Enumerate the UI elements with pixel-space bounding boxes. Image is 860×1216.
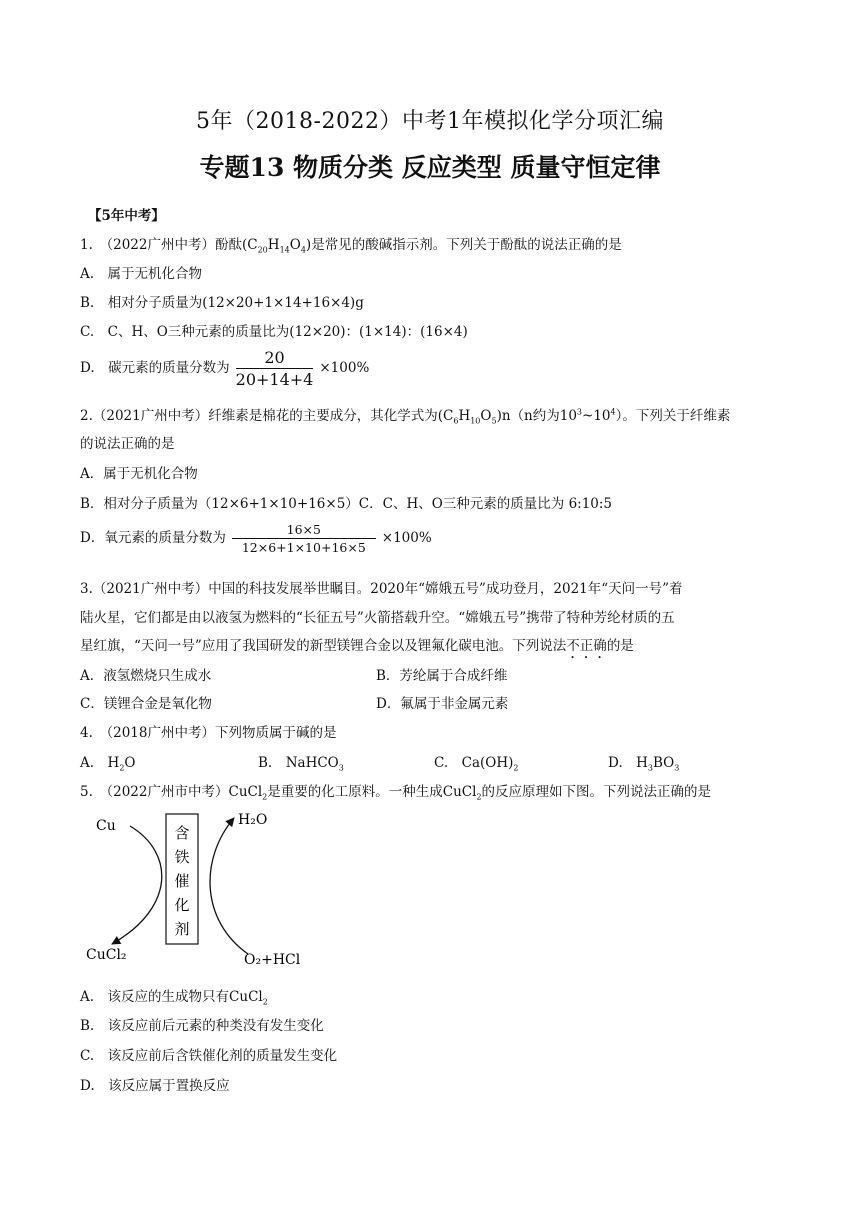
q1-option-a: A. 属于无机化合物: [80, 266, 203, 282]
emphasis-text: 不正确: [566, 638, 607, 654]
q3-stem-line3: 星红旗，“天问一号”应用了我国研发的新型镁锂合金以及锂氟化碳电池。下列说法不正确的是: [80, 638, 634, 654]
label-cucl2: CuCl₂: [86, 947, 127, 963]
q3-stem-line2: 陆火星，它们都是由以液氢为燃料的“长征五号”火箭搭载升空。“嫦娥五号”携带了特种芳纶材质的五: [80, 610, 675, 626]
label-o2-hcl: O₂+HCl: [244, 952, 301, 968]
arrow-o2hcl-to-h2o: [210, 818, 248, 954]
q4-option-c: C. $Ca(OH)_2$: [434, 755, 519, 773]
section-heading: 【5年中考】: [88, 208, 165, 224]
q1-stem: 1. （2022广州中考）酚酞$(C_{20}H_{14}O_4)$是常见的酸碱指示剂。下列关于酚酞的说法正确的是: [80, 237, 622, 255]
catalyst-char-5: 剂: [174, 920, 190, 938]
q4-option-b: B. NaHCO$_3$: [258, 755, 344, 773]
q1-option-c: C. C、H、O三种元素的质量比为(12×20)：(1×14)：(16×4): [80, 324, 468, 340]
q1-option-b: B. 相对分子质量为(12×20+1×14+16×4)g: [80, 295, 364, 311]
arrow-cu-to-cucl2: [112, 826, 162, 944]
q3-option-d: D．氟属于非金属元素: [376, 696, 509, 712]
q2-option-a: A．属于无机化合物: [80, 466, 198, 482]
catalyst-char-4: 化: [174, 896, 190, 914]
catalyst-char-3: 催: [174, 872, 190, 890]
label-h2o: H₂O: [238, 812, 268, 828]
reaction-diagram: [80, 808, 320, 973]
catalyst-char-2: 铁: [174, 848, 190, 866]
q5-option-a: A. 该反应的生成物只有CuCl$_2$: [80, 989, 268, 1007]
topic-title: 专题13 物质分类 反应类型 质量守恒定律: [199, 153, 661, 182]
catalyst-char-1: 含: [174, 824, 190, 842]
q2-stem-line2: 的说法正确的是: [80, 436, 175, 452]
q4-option-d: D. $H_3BO_3$: [608, 755, 680, 773]
q2-stem-line1: 2.（2021广州中考）纤维素是棉花的主要成分，其化学式为$(C_6H_{10}O_5)n(n$约为$10^3\sim 10^4$）。下列关于纤维素: [80, 407, 731, 426]
q2-fraction: $\frac{16\times 5}{12\times 6+1\times 10+16\times 5}$: [232, 522, 376, 555]
q5-option-d: D. 该反应属于置换反应: [80, 1078, 230, 1094]
q3-option-c: C．镁锂合金是氧化物: [80, 696, 212, 712]
q1-option-d: D. 碳元素的质量分数为 $\frac{20}{20+14+4}$ ×100%: [80, 348, 370, 389]
label-cu: Cu: [96, 818, 116, 834]
q2-option-d: D．氧元素的质量分数为 $\frac{16\times 5}{12\times 6+1\times 10+16\times 5}$ ×100%: [80, 522, 432, 555]
q4-stem: 4. （2018广州中考）下列物质属于碱的是: [80, 725, 337, 741]
q2-option-bc: B．相对分子质量为（12×6+1×10+16×5）C．C、H、O三种元素的质量比为 6:10:5: [80, 496, 613, 512]
q3-stem-line1: 3.（2021广州中考）中国的科技发展举世瞩目。2020年“嫦娥五号”成功登月，2021年“天问一号”着: [80, 581, 683, 597]
q1-fraction: $\frac{20}{20+14+4}$: [235, 348, 314, 389]
q3-option-a: A．液氢燃烧只生成水: [80, 668, 212, 684]
q5-option-b: B. 该反应前后元素的种类没有发生变化: [80, 1018, 324, 1034]
q4-option-a: A. $H_2O$: [80, 755, 136, 773]
q5-stem: 5. （2022广州市中考）CuCl$_2$是重要的化工原料。一种生成CuCl$_2$的反应原理如下图。下列说法正确的是: [80, 784, 712, 802]
document-title: 5年（2018-2022）中考1年模拟化学分项汇编: [196, 109, 664, 134]
q3-option-b: B．芳纶属于合成纤维: [376, 668, 508, 684]
q5-option-c: C. 该反应前后含铁催化剂的质量发生变化: [80, 1048, 338, 1064]
